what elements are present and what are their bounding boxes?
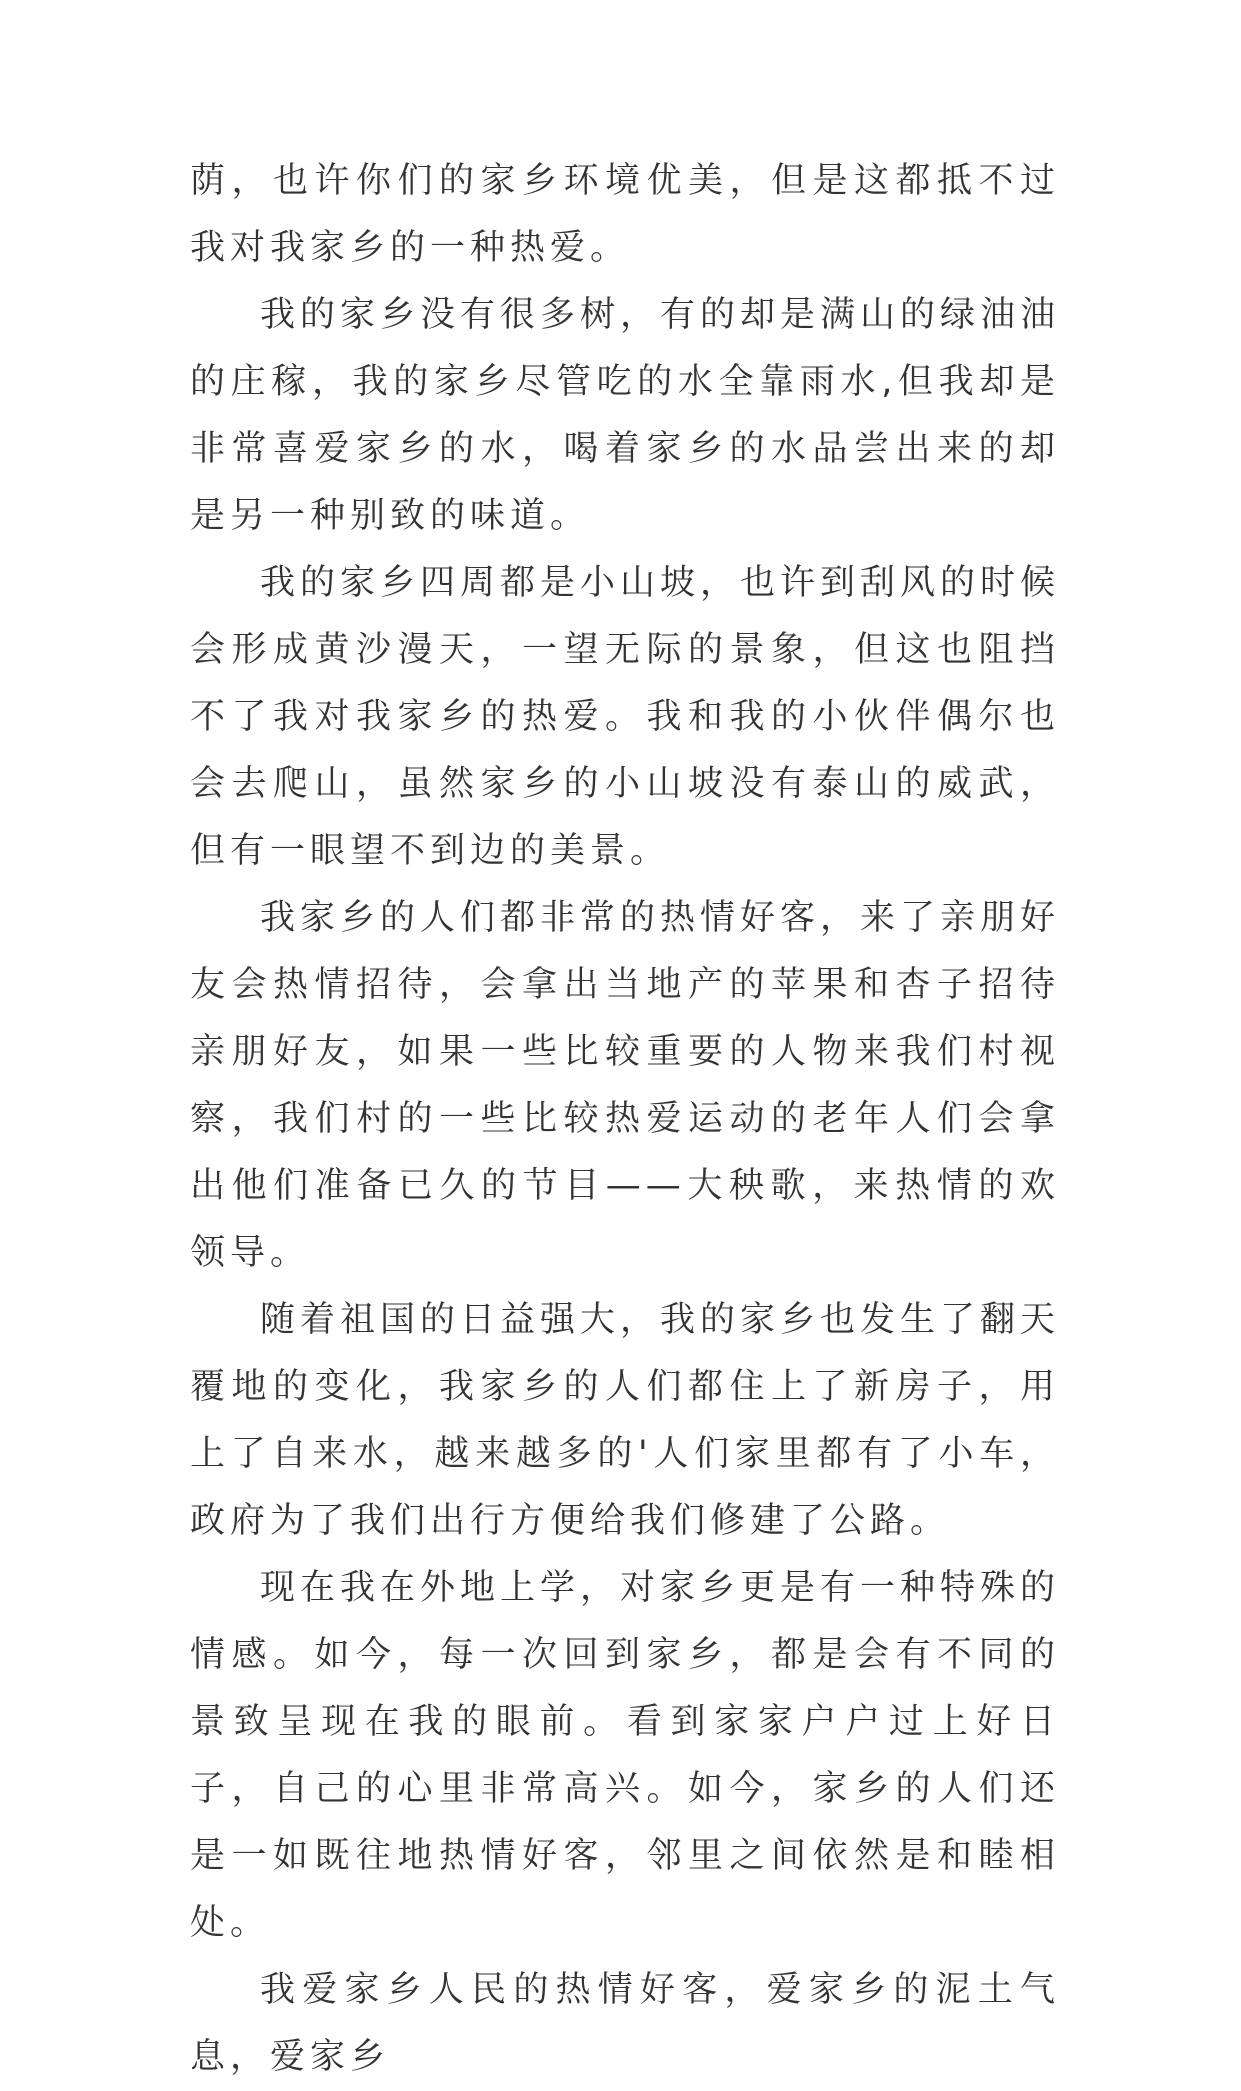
document-body	[190, 148, 1060, 2091]
paragraph-4: 我家乡的人们都非常的热情好客，来了亲朋好友会热情招待，会拿出当地产的苹果和杏子招待亲朋好友，如果一些比较重要的人物来我们村视察，我们村的一些比较热爱运动的老年人们会拿出他们准备已久的节目——大秧歌，来热情的欢领导。	[190, 898, 1061, 1273]
paragraph-1: 荫，也许你们的家乡环境优美，但是这都抵不过我对我家乡的一种热爱。	[190, 161, 1060, 268]
paragraph-3: 我的家乡四周都是小山坡，也许到刮风的时候会形成黄沙漫天，一望无际的景象，但这也阻挡不了我对我家乡的热爱。我和我的小伙伴偶尔也会去爬山，虽然家乡的小山坡没有泰山的威武，但有一眼望不到边的美景。	[190, 563, 1061, 871]
paragraph-6: 现在我在外地上学，对家乡更是有一种特殊的情感。如今，每一次回到家乡，都是会有不同的景致呈现在我的眼前。看到家家户户过上好日子，自己的心里非常高兴。如今，家乡的人们还是一如既往地热情好客，邻里之间依然是和睦相处。	[190, 1568, 1061, 1943]
paragraph-7: 我爱家乡人民的热情好客，爱家乡的泥土气息，爱家乡	[190, 1970, 1060, 2077]
paragraph-2: 我的家乡没有很多树，有的却是满山的绿油油的庄稼，我的家乡尽管吃的水全靠雨水,但我却是非常喜爱家乡的水，喝着家乡的水品尝出来的却是另一种别致的味道。	[190, 295, 1061, 536]
paragraph-5: 随着祖国的日益强大，我的家乡也发生了翻天覆地的变化，我家乡的人们都住上了新房子，用上了自来水，越来越多的'人们家里都有了小车，政府为了我们出行方便给我们修建了公路。	[190, 1300, 1061, 1541]
